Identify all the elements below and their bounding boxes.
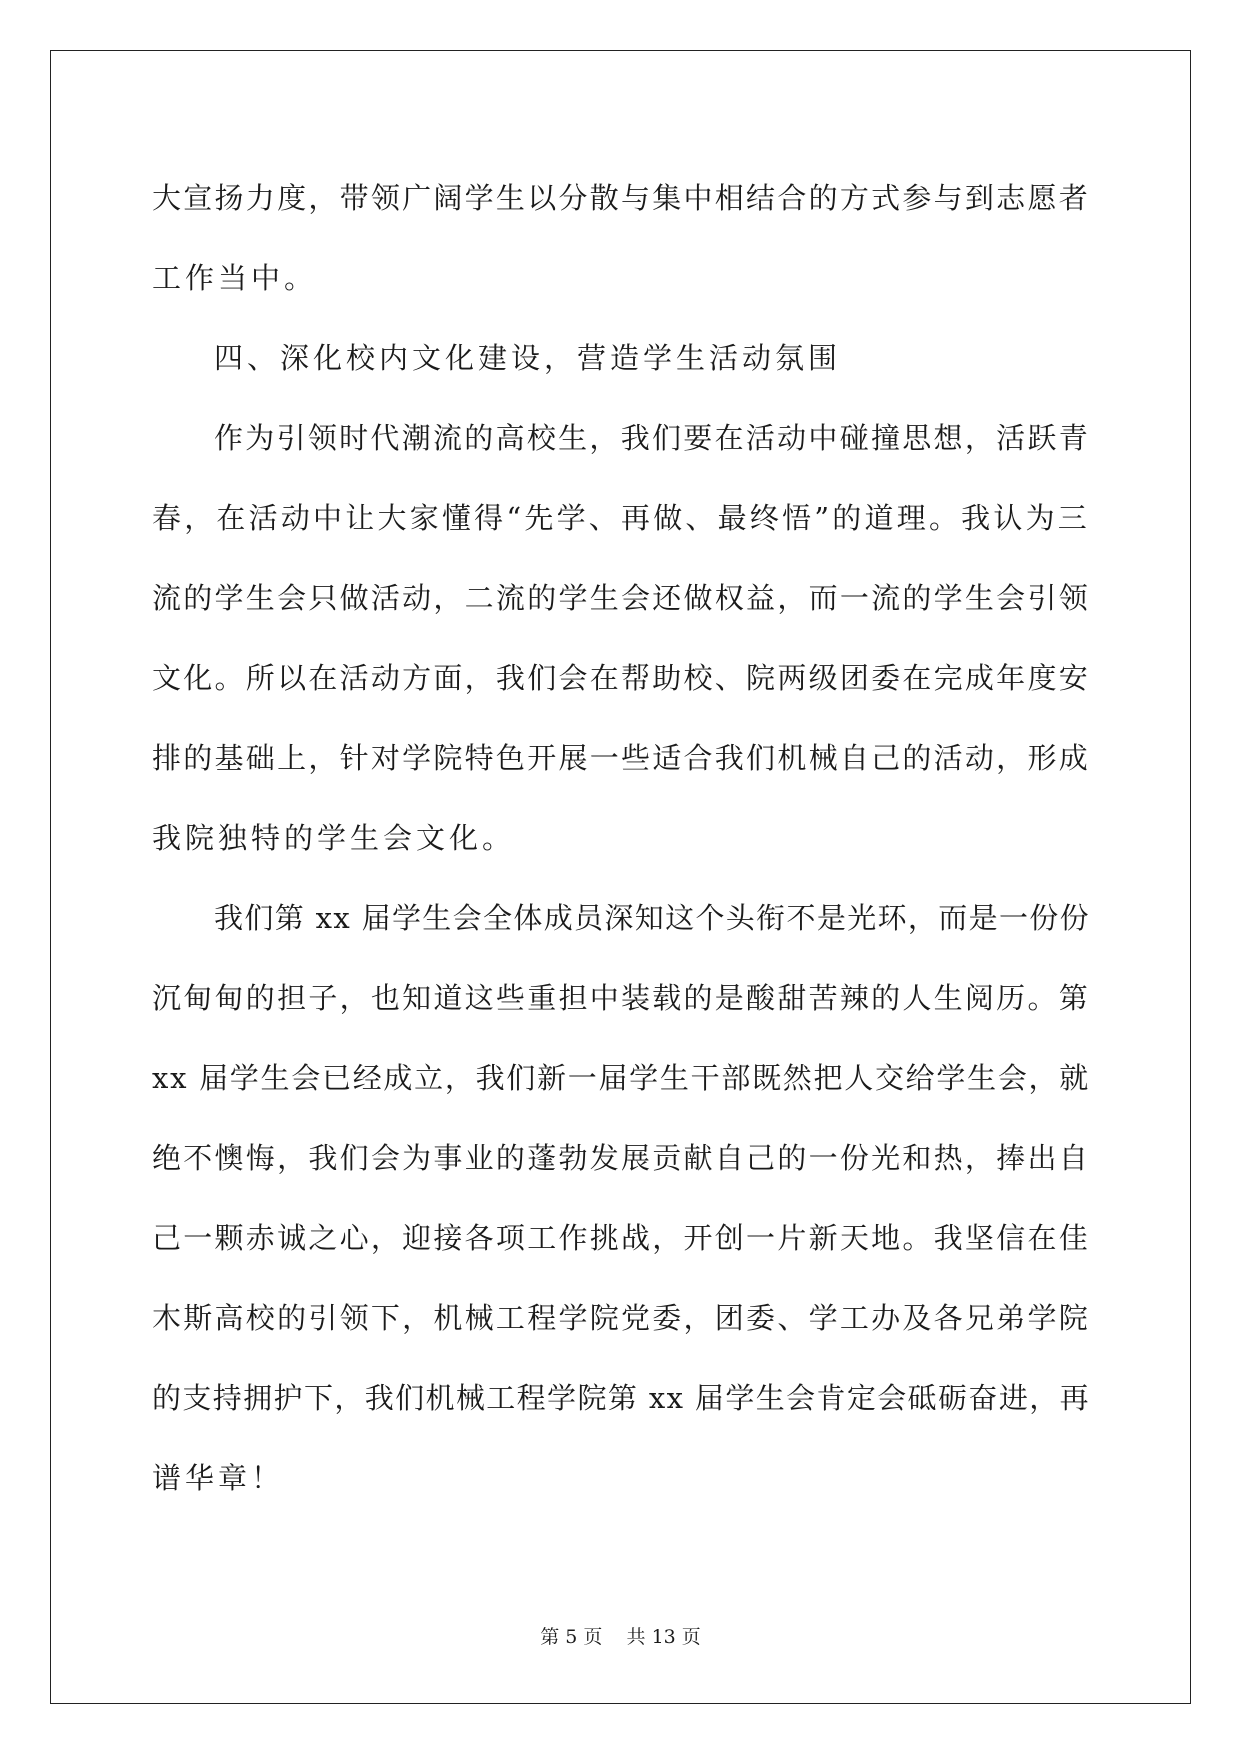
text-line: 工作当中。 [152,261,318,295]
text-line: 文化。所以在活动方面，我们会在帮助校、院两级团委在完成年度安 [152,661,1090,695]
text-line: 春，在活动中让大家懂得“先学、再做、最终悟”的道理。我认为三 [152,501,1090,535]
text-line: 木斯高校的引领下，机械工程学院党委，团委、学工办及各兄弟学院 [152,1301,1090,1335]
section-heading: 四、深化校内文化建设，营造学生活动氛围 [214,341,842,375]
text-line: 己一颗赤诚之心，迎接各项工作挑战，开创一片新天地。我坚信在佳 [152,1221,1090,1255]
text-line: xx 届学生会已经成立，我们新一届学生干部既然把人交给学生会，就 [152,1061,1090,1095]
text-line: 我院独特的学生会文化。 [152,821,516,855]
text-line: 排的基础上，针对学院特色开展一些适合我们机械自己的活动，形成 [152,741,1090,775]
text-line: 流的学生会只做活动，二流的学生会还做权益，而一流的学生会引领 [152,581,1090,615]
text-line: 的支持拥护下，我们机械工程学院第 xx 届学生会肯定会砥砺奋进，再 [152,1381,1090,1415]
document-body [152,158,1090,1518]
page-number-footer: 第 5 页 共 13 页 [540,1626,701,1648]
text-line: 作为引领时代潮流的高校生，我们要在活动中碰撞思想，活跃青 [214,421,1090,455]
text-line: 沉甸甸的担子，也知道这些重担中装载的是酸甜苦辣的人生阅历。第 [152,981,1090,1015]
text-line: 大宣扬力度，带领广阔学生以分散与集中相结合的方式参与到志愿者 [152,181,1090,215]
text-line: 谱华章！ [152,1461,285,1495]
text-line: 绝不懊悔，我们会为事业的蓬勃发展贡献自己的一份光和热，捧出自 [152,1141,1090,1175]
text-line: 我们第 xx 届学生会全体成员深知这个头衔不是光环，而是一份份 [214,901,1090,935]
